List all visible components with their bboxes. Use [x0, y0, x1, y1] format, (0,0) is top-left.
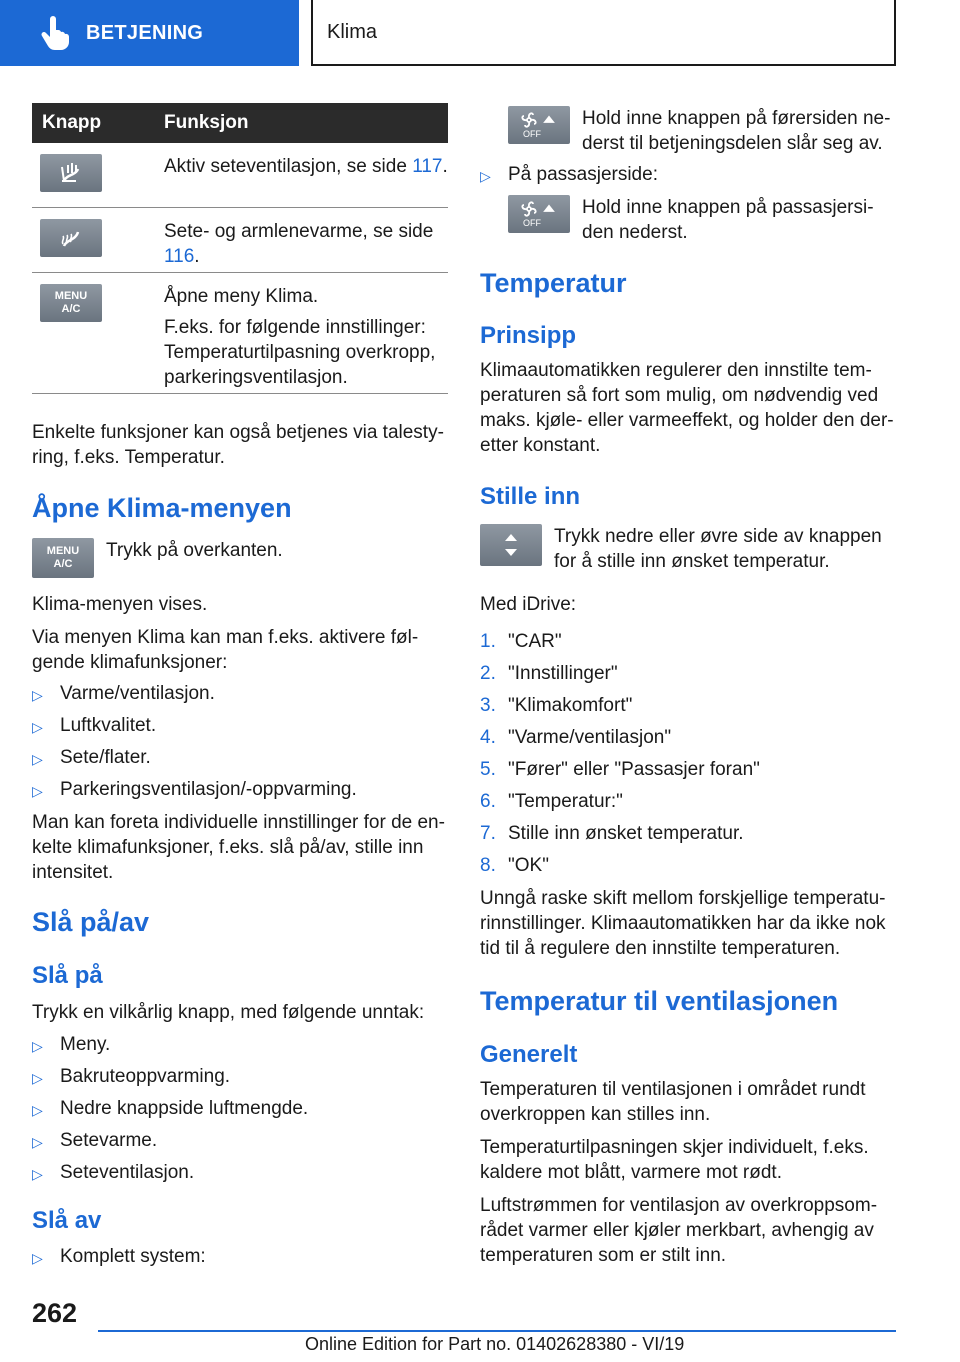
avoid-note: Unngå raske skift mellom forskjellige temperaturinnstillinger. Klimaautomatikken har da ikke nok tid til å regulere den innstilte temperaturen. [480, 888, 886, 959]
list-item: 5. "Fører" eller "Passasjer foran" [480, 759, 760, 780]
list-item: ▷ Bakruteoppvarming. [32, 1064, 448, 1096]
exception-list [32, 1032, 448, 1192]
fan-off-icon [508, 106, 570, 144]
triangle-bullet-icon: ▷ [32, 1250, 43, 1266]
section-title: BETJENING [86, 21, 204, 44]
list-item: 2. "Innstillinger" [480, 663, 618, 684]
triangle-bullet-icon: ▷ [32, 1038, 43, 1054]
function-list [32, 681, 448, 809]
column-header-function: Funksjon [164, 112, 249, 133]
menu-ac-icon: MENU A/C [32, 538, 94, 578]
footer-divider [98, 1330, 896, 1332]
table-cell-function: Sete- og armlenevarme, se side 116. [164, 221, 434, 267]
list-item: ▷ Varme/ventilasjon. [32, 681, 448, 713]
list-item: ▷ Meny. [32, 1032, 448, 1064]
triangle-bullet-icon: ▷ [32, 1166, 43, 1182]
idrive-label: Med iDrive: [480, 594, 577, 615]
edition-note: Online Edition for Part no. 01402628380 - VI/19 [305, 1334, 685, 1354]
list-item: ▷ Komplett system: [32, 1244, 448, 1271]
triangle-bullet-icon: ▷ [32, 751, 43, 767]
heading-switch-on: Slå på [32, 962, 103, 989]
triangle-bullet-icon: ▷ [32, 1134, 43, 1150]
table-cell-icon [32, 273, 164, 393]
menu-description: Klima-menyen vises. Via menyen Klima kan man f.eks. aktivere følgende klimafunksjoner: [32, 594, 419, 673]
triangle-bullet-icon: ▷ [32, 687, 43, 703]
list-item: 4. "Varme/ventilasjon" [480, 727, 672, 748]
heading-principle: Prinsipp [480, 322, 577, 349]
list-item: 8. "OK" [480, 855, 549, 876]
triangle-bullet-icon: ▷ [32, 783, 43, 799]
triangle-bullet-icon: ▷ [32, 1102, 43, 1118]
table-cell-function: Aktiv seteventilasjon, se side 117. [164, 156, 448, 177]
heading-open-menu: Åpne Klima-menyen [32, 493, 292, 523]
table-cell-function: Åpne meny Klima. F.eks. for følgende innstillinger: Temperaturtilpasning overkropp, parkeringsventilasjon. [164, 286, 436, 388]
temperature-up-down-icon [480, 524, 542, 566]
list-item: ▷ Seteventilasjon. [32, 1160, 448, 1192]
list-item: 7. Stille inn ønsket temperatur. [480, 823, 744, 844]
list-item: 1. "CAR" [480, 631, 562, 652]
column-header-button: Knapp [42, 112, 102, 133]
switch-off-list [32, 1244, 448, 1271]
table-row [32, 208, 448, 273]
button-function-table [32, 103, 448, 394]
general-text: Temperaturen til ventilasjonen i området rundt overkroppen kan stilles inn. Temperaturtilpasningen skjer individuelt, f.eks. kaldere mot blått, varmere mot rødt. Luftstrømmen for ventilasjon av overkroppsområdet varmer eller kjøler merkbart, avhengig av temperaturen som er stilt inn. [480, 1079, 878, 1266]
voice-control-note: Enkelte funksjoner kan også betjenes via talestyring, f.eks. Temperatur. [32, 422, 444, 468]
triangle-bullet-icon: ▷ [32, 719, 43, 735]
section-tab [0, 0, 299, 66]
chapter-box [311, 0, 896, 66]
page-number: 262 [32, 1298, 78, 1328]
seat-armrest-heating-icon [40, 219, 102, 257]
list-item: ▷ Setevarme. [32, 1128, 448, 1160]
switch-on-text: Trykk en vilkårlig knapp, med følgende unntak: [32, 1002, 425, 1023]
svg-text:OFF: OFF [523, 129, 541, 139]
set-temperature-row: Trykk nedre eller øvre side av knappen for å stille inn ønsket temperatur. [480, 524, 896, 574]
principle-text: Klimaautomatikken regulerer den innstilte temperaturen så fort som mulig, om nødvendig ved maks. kjøle- eller varmeeffekt, og holder den deretter konstant. [480, 360, 894, 456]
table-cell-icon [32, 208, 164, 272]
triangle-bullet-icon: ▷ [32, 1070, 43, 1086]
list-item: 6. "Temperatur:" [480, 791, 623, 812]
table-header [32, 103, 448, 143]
heading-set: Stille inn [480, 483, 581, 510]
menu-press-row: MENU A/C Trykk på overkanten. [32, 538, 448, 578]
list-item: 3. "Klimakomfort" [480, 695, 633, 716]
passenger-off-row: OFF Hold inne knappen på passasjersiden nederst. [508, 195, 896, 245]
heading-switch-off: Slå av [32, 1207, 102, 1234]
table-cell-icon [32, 143, 164, 207]
idrive-steps [480, 629, 896, 885]
table-row [32, 273, 448, 394]
list-item: ▷ Sete/flater. [32, 745, 448, 777]
heading-temperature: Temperatur [480, 268, 627, 298]
page-link-116[interactable]: 116 [164, 246, 195, 267]
hand-pointer-icon [36, 13, 76, 53]
table-row [32, 143, 448, 208]
fan-off-icon [508, 195, 570, 233]
svg-text:OFF: OFF [523, 218, 541, 228]
heading-on-off: Slå på/av [32, 907, 150, 937]
seat-ventilation-icon [40, 154, 102, 192]
page-link-117[interactable]: 117 [412, 156, 443, 177]
driver-off-row: OFF Hold inne knappen på førersiden nederst til betjeningsdelen slår seg av. [508, 106, 896, 156]
menu-ac-icon: MENU A/C [40, 284, 102, 322]
passenger-list [480, 162, 896, 189]
list-item: ▷ Luftkvalitet. [32, 713, 448, 745]
triangle-bullet-icon: ▷ [480, 168, 491, 184]
chapter-title: Klima [327, 20, 378, 43]
heading-general: Generelt [480, 1041, 578, 1068]
list-item: ▷ Nedre knappside luftmengde. [32, 1096, 448, 1128]
heading-vent-temperature: Temperatur til ventilasjonen [480, 986, 839, 1016]
list-item: ▷ På passasjerside: [480, 162, 896, 189]
list-item: ▷ Parkeringsventilasjon/-oppvarming. [32, 777, 448, 809]
individual-settings-note: Man kan foreta individuelle innstillinger for de enkelte klimafunksjoner, f.eks. slå på/av, stille inn intensitet. [32, 812, 445, 883]
